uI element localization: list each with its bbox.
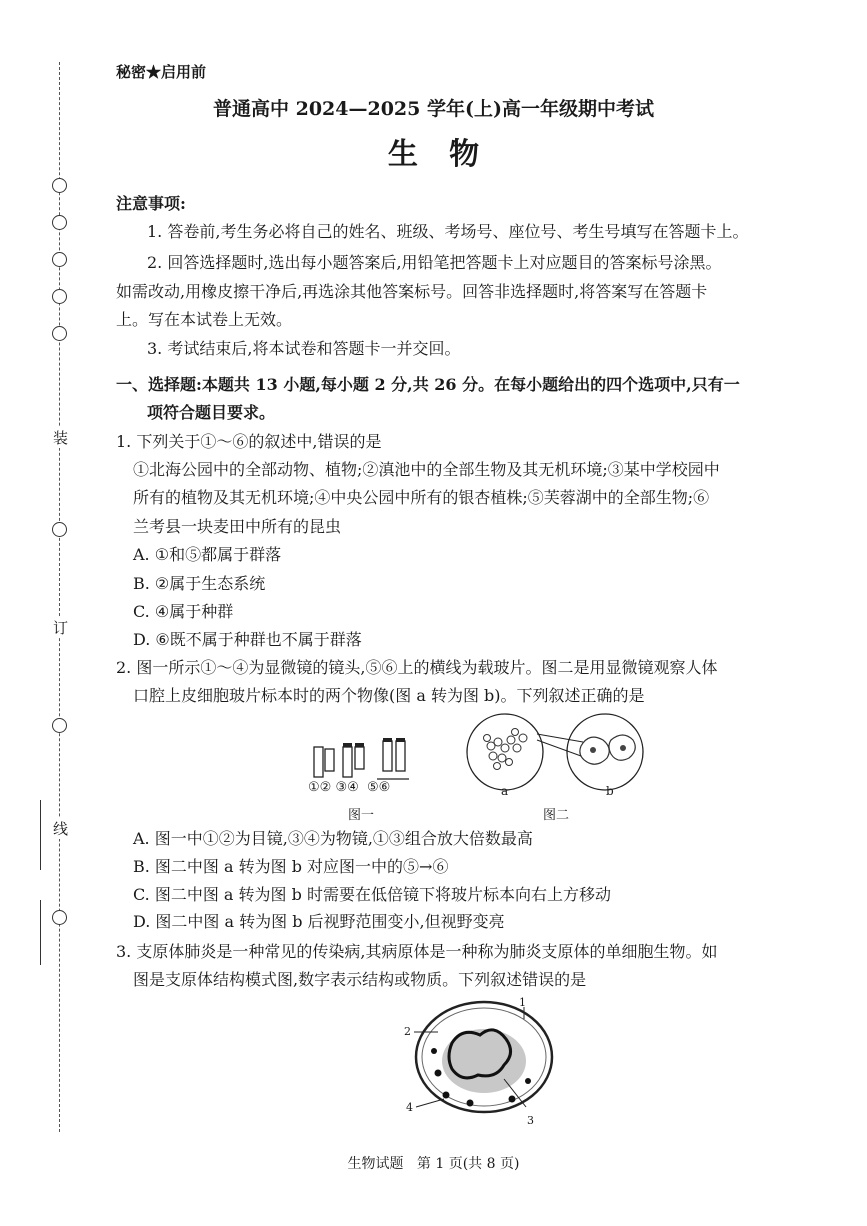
- figure2-fields: [465, 710, 650, 800]
- notes-heading: 注意事项:: [116, 194, 186, 213]
- figure1-numbers: ①② ③④ ⑤⑥: [308, 780, 391, 795]
- lens-3-cap: [343, 743, 352, 747]
- q1-option-a: A. ①和⑤都属于群落: [133, 545, 282, 564]
- binding-solid-bar: [40, 800, 41, 870]
- binding-hole: [52, 910, 67, 925]
- lens-4: [355, 747, 364, 769]
- q3-stem-line1: 3. 支原体肺炎是一种常见的传染病,其病原体是一种称为肺炎支原体的单细胞生物。如: [116, 942, 718, 961]
- binding-hole: [52, 718, 67, 733]
- q2-option-b: B. 图二中图 a 转为图 b 对应图一中的⑤→⑥: [133, 857, 449, 876]
- note-2-line3: 上。写在本试卷上无效。: [116, 310, 293, 329]
- lens-1: [314, 747, 323, 777]
- binding-label-xian: 线: [53, 820, 69, 838]
- lens-5: [383, 741, 392, 771]
- q1-option-c: C. ④属于种群: [133, 602, 234, 621]
- lens-4-cap: [355, 743, 364, 747]
- figure2-label-b: b: [606, 784, 614, 798]
- note-1: 1. 答卷前,考生务必将自己的姓名、班级、考场号、座位号、考生号填写在答题卡上。: [147, 222, 749, 241]
- diagram-label-4: 4: [406, 1101, 413, 1114]
- confidential-mark: 秘密★启用前: [116, 63, 207, 81]
- q2-option-a: A. 图一中①②为目镜,③④为物镜,①③组合放大倍数最高: [133, 829, 533, 848]
- lens-3: [343, 747, 352, 777]
- section-heading-line1: 一、选择题:本题共 13 小题,每小题 2 分,共 26 分。在每小题给出的四个选项中,只有一: [116, 375, 740, 394]
- q3-stem-line2: 图是支原体结构模式图,数字表示结构或物质。下列叙述错误的是: [133, 970, 587, 989]
- lens-5-cap: [383, 738, 392, 742]
- q1-option-b: B. ②属于生态系统: [133, 574, 266, 593]
- mycoplasma-diagram: [400, 995, 560, 1130]
- note-2-line2: 如需改动,用橡皮擦干净后,再选涂其他答案标号。回答非选择题时,将答案写在答题卡: [116, 282, 708, 301]
- q1-text-line2: 所有的植物及其无机环境;④中央公园中所有的银杏植株;⑤芙蓉湖中的全部生物;⑥: [133, 488, 710, 507]
- diagram-label-3: 3: [527, 1114, 534, 1127]
- q2-stem-line2: 口腔上皮细胞玻片标本时的两个物像(图 a 转为图 b)。下列叙述正确的是: [133, 686, 645, 705]
- note-2-line1: 2. 回答选择题时,选出每小题答案后,用铅笔把答题卡上对应题目的答案标号涂黑。: [147, 253, 722, 272]
- q2-stem-line1: 2. 图一所示①～④为显微镜的镜头,⑤⑥上的横线为载玻片。图二是用显微镜观察人体: [116, 658, 718, 677]
- q1-text-line1: ①北海公园中的全部动物、植物;②滇池中的全部生物及其无机环境;③某中学校园中: [133, 460, 720, 479]
- figure2-caption: 图二: [543, 808, 570, 823]
- q1-stem: 1. 下列关于①～⑥的叙述中,错误的是: [116, 432, 382, 451]
- exam-title: 普通高中 2024—2025 学年(上)高一年级期中考试: [213, 98, 654, 120]
- section-heading-line2: 项符合题目要求。: [147, 403, 276, 422]
- diagram-label-2: 2: [404, 1025, 411, 1038]
- binding-hole: [52, 178, 67, 193]
- binding-hole: [52, 289, 67, 304]
- q1-text-line3: 兰考县一块麦田中所有的昆虫: [133, 517, 342, 536]
- subject-title: 生 物: [387, 137, 480, 172]
- page-footer: 生物试题 第 1 页(共 8 页): [347, 1156, 520, 1172]
- binding-hole: [52, 326, 67, 341]
- lens-2: [325, 749, 334, 771]
- diagram-label-1: 1: [519, 996, 526, 1009]
- lens-6: [396, 741, 405, 771]
- binding-hole: [52, 522, 67, 537]
- q2-option-c: C. 图二中图 a 转为图 b 时需要在低倍镜下将玻片标本向右上方移动: [133, 885, 611, 904]
- pointer-4: [416, 1099, 444, 1107]
- binding-label-ding: 订: [53, 619, 69, 637]
- note-3: 3. 考试结束后,将本试卷和答题卡一并交回。: [147, 339, 461, 358]
- lens-6-cap: [396, 738, 405, 742]
- figure2-label-a: a: [501, 784, 509, 798]
- binding-hole: [52, 215, 67, 230]
- figure1-caption: 图一: [348, 808, 375, 823]
- q2-option-d: D. 图二中图 a 转为图 b 后视野范围变小,但视野变亮: [133, 912, 505, 931]
- binding-label-zhuang: 装: [53, 429, 69, 447]
- binding-solid-bar: [40, 900, 41, 965]
- binding-hole: [52, 252, 67, 267]
- q1-option-d: D. ⑥既不属于种群也不属于群落: [133, 630, 362, 649]
- field-b: [567, 714, 643, 790]
